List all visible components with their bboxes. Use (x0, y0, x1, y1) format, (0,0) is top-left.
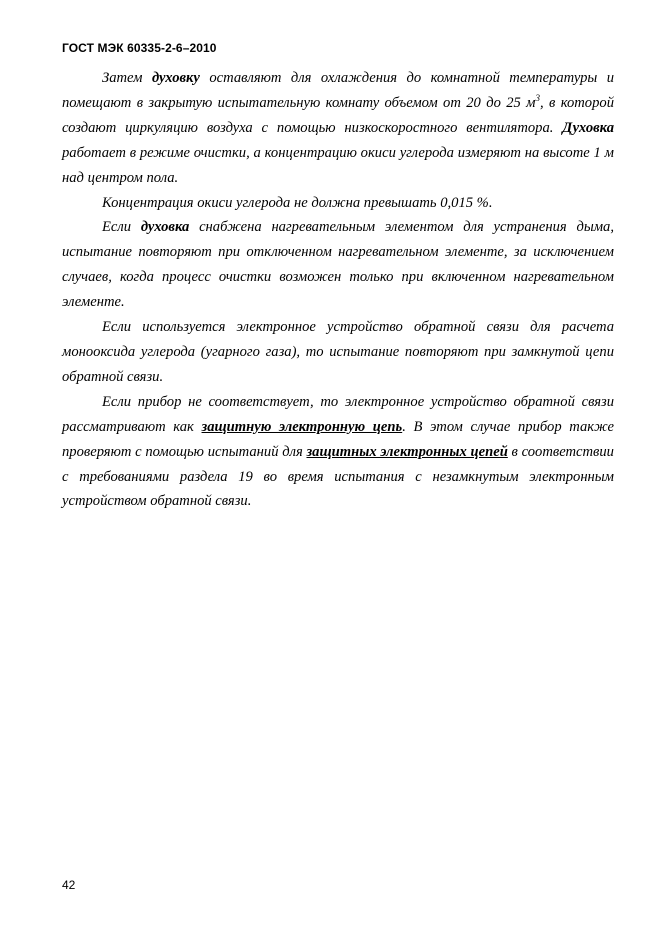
paragraph (62, 191, 614, 216)
paragraph (62, 66, 614, 191)
paragraph (62, 390, 614, 515)
text-segment: снабжена нагревательным элементом для устранения дыма, испытание повторяют при отключенном нагревательном элементе, за исключением случаев, когда процесс очистки возможен только при включенном нагревательном элементе. (62, 219, 615, 311)
text-segment: Затем (102, 70, 152, 86)
term-underline: защитных электронных цепей (306, 443, 508, 460)
text-segment: Если используется электронное устройство обратной связи для расчета монооксида углерода (угарного газа), то испытание повторяют при замкнутой цепи обратной связи. (62, 319, 614, 385)
superscript: 3 (535, 93, 540, 104)
term-bold: Духовка (562, 119, 614, 136)
document-body (62, 66, 614, 514)
document-header: ГОСТ МЭК 60335-2-6–2010 (62, 41, 217, 55)
term-bold: духовка (140, 219, 190, 236)
term-bold: духовку (151, 70, 200, 86)
text-segment: работает в режиме очистки, а концентрацию окиси углерода измеряют на высоте 1 м над центром пола. (62, 144, 614, 186)
term-bold-underlined (202, 419, 403, 435)
term-bold-underlined (306, 444, 507, 460)
paragraph (62, 315, 614, 390)
text-segment: . В этом случае прибор также проверяют с помощью испытаний для (62, 418, 614, 460)
page-number: 42 (62, 878, 76, 892)
text-segment: Если (102, 219, 141, 236)
text-segment: в соответствии с требованиями раздела 19 во время испытания с незамкнутым электронным устройством обратной связи. (62, 443, 614, 510)
text-segment: , в которой создают циркуляцию воздуха с помощью низкоскоростного вентилятора. (62, 94, 614, 136)
text-segment: Если прибор не соответствует, то электронное устройство обратной связи рассматривают как (62, 393, 614, 435)
term-underline: защитную электронную цепь (201, 418, 403, 435)
text-segment: оставляют для охлаждения до комнатной температуры и помещают в закрытую испытательную комнату объемом от 20 до 25 м (62, 70, 615, 111)
paragraph (62, 215, 614, 315)
text-segment: Концентрация окиси углерода не должна превышать 0,015 %. (102, 194, 493, 211)
